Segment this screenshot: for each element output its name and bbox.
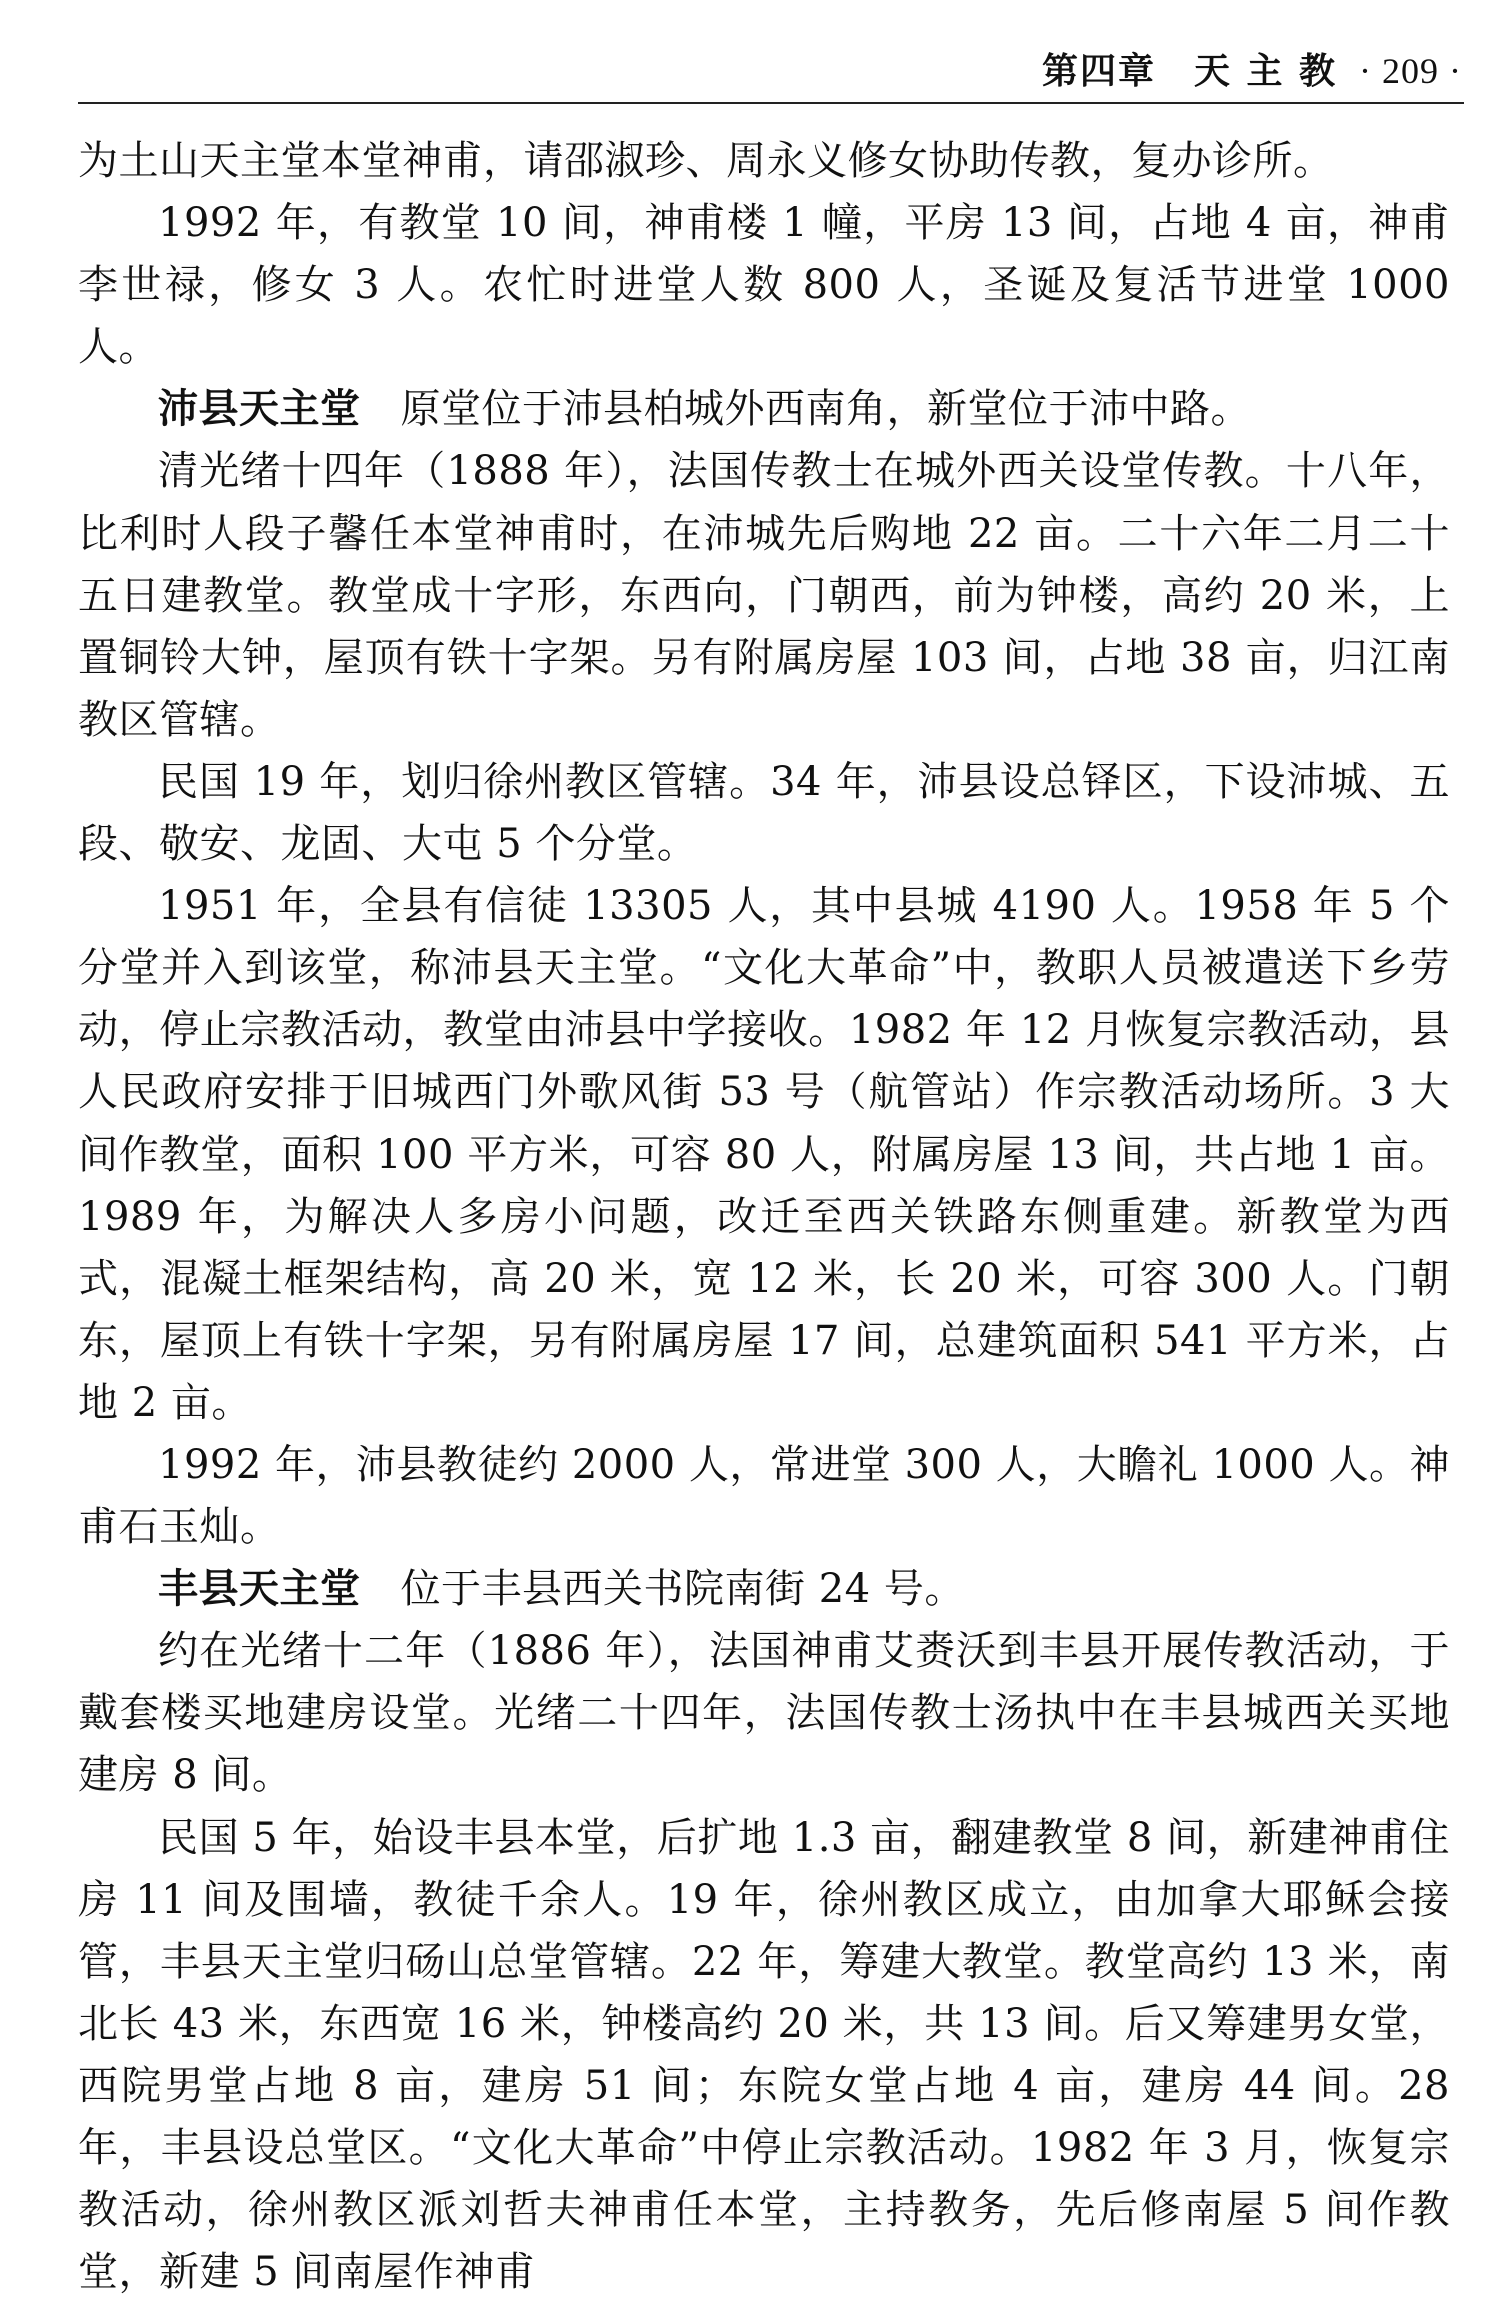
section-intro-text: 位于丰县西关书院南街 24 号。 <box>400 1566 965 1613</box>
paragraph-6 <box>78 875 1450 1434</box>
paragraph-text: 民国 19 年，划归徐州教区管辖。34 年，沛县设总铎区，下设沛城、五段、敬安、龙固、大屯 5 个分堂。 <box>78 758 1450 868</box>
paragraph-text: 1992 年，沛县教徒约 2000 人，常进堂 300 人，大瞻礼 1000 人。神甫石玉灿。 <box>78 1441 1450 1551</box>
section-intro-text: 原堂位于沛县柏城外西南角，新堂位于沛中路。 <box>400 386 1251 433</box>
paragraph-2 <box>78 192 1450 378</box>
chapter-title: 第四章 天 主 教 <box>1041 51 1338 92</box>
section-peixian <box>78 378 1450 440</box>
section-heading: 丰县天主堂 <box>158 1566 361 1613</box>
paragraph-9 <box>78 1620 1450 1806</box>
paragraph-1 <box>78 130 1450 192</box>
page-number: · 209 · <box>1359 51 1462 91</box>
paragraph-text: 民国 5 年，始设丰县本堂，后扩地 1.3 亩，翻建教堂 8 间，新建神甫住房 11 间及围墙，教徒千余人。19 年，徐州教区成立，由加拿大耶稣会接管，丰县天主堂归砀山总堂管辖。22 年，筹建大教堂。教堂高约 13 米，南北长 43 米，东西宽 16 米，钟楼高约 20 米，共 13 间。后又筹建男女堂，西院男堂占地 8 亩，建房 51 间；东院女堂占地 4 亩，建房 44 间。28 年，丰县设总堂区。“文化大革命”中停止宗教活动。1982 年 3 月，恢复宗教活动，徐州教区派刘哲夫神甫任本堂，主持教务，先后修南屋 5 间作教堂，新建 5 间南屋作神甫 <box>78 1814 1450 2296</box>
header-rule <box>78 102 1464 104</box>
paragraph-text: 清光绪十四年（1888 年），法国传教士在城外西关设堂传教。十八年，比利时人段子馨任本堂神甫时，在沛城先后购地 22 亩。二十六年二月二十五日建教堂。教堂成十字形，东西向，门朝西，前为钟楼，高约 20 米，上置铜铃大钟，屋顶有铁十字架。另有附属房屋 103 间，占地 38 亩，归江南教区管辖。 <box>78 448 1450 743</box>
paragraph-10 <box>78 1807 1450 2303</box>
paragraph-text: 1951 年，全县有信徒 13305 人，其中县城 4190 人。1958 年 5 个分堂并入到该堂，称沛县天主堂。“文化大革命”中，教职人员被遣送下乡劳动，停止宗教活动，教堂由沛县中学接收。1982 年 12 月恢复宗教活动，县人民政府安排于旧城西门外歌风街 53 号（航管站）作宗教活动场所。3 大间作教堂，面积 100 平方米，可容 80 人，附属房屋 13 间，共占地 1 亩。1989 年，为解决人多房小问题，改迁至西关铁路东侧重建。新教堂为西式，混凝土框架结构，高 20 米，宽 12 米，长 20 米，可容 300 人。门朝东，屋顶上有铁十字架，另有附属房屋 17 间，总建筑面积 541 平方米，占地 2 亩。 <box>78 883 1450 1426</box>
paragraph-text: 1992 年，有教堂 10 间，神甫楼 1 幢，平房 13 间，占地 4 亩，神甫李世禄，修女 3 人。农忙时进堂人数 800 人，圣诞及复活节进堂 1000 人。 <box>78 200 1450 371</box>
section-fengxian <box>78 1558 1450 1620</box>
paragraph-4 <box>78 440 1450 750</box>
paragraph-text: 为土山天主堂本堂神甫，请邵淑珍、周永义修女协助传教，复办诊所。 <box>78 138 1334 184</box>
running-header <box>78 40 1462 102</box>
body-text <box>78 130 1450 2303</box>
paragraph-7 <box>78 1434 1450 1558</box>
paragraph-5 <box>78 751 1450 875</box>
section-heading: 沛县天主堂 <box>158 386 361 433</box>
paragraph-text: 约在光绪十二年（1886 年），法国神甫艾赉沃到丰县开展传教活动，于戴套楼买地建房设堂。光绪二十四年，法国传教士汤执中在丰县城西关买地建房 8 间。 <box>78 1628 1450 1799</box>
